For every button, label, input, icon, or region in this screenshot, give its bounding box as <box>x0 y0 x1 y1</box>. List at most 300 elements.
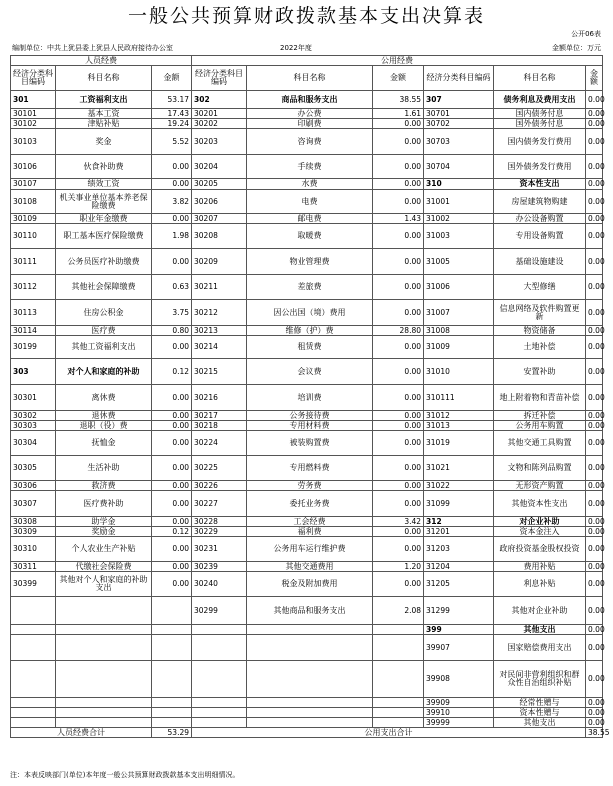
cell-amount: 0.00 <box>586 190 603 214</box>
cell-amount: 0.00 <box>152 456 192 481</box>
cell-amount <box>152 718 192 728</box>
cell-code <box>11 625 56 635</box>
fiscal-year: 2022年度 <box>280 44 312 52</box>
cell-amount: 0.00 <box>373 431 424 456</box>
col-header-amount: 金额 <box>152 66 192 91</box>
cell-amount <box>152 597 192 625</box>
cell-code: 30218 <box>192 421 247 431</box>
cell-name: 其他对个人和家庭的补助支出 <box>56 572 152 597</box>
cell-amount: 0.00 <box>373 481 424 491</box>
cell-name: 国外债务付息 <box>494 119 586 129</box>
cell-name: 国家赔偿费用支出 <box>494 635 586 661</box>
cell-code: 31009 <box>424 336 494 359</box>
cell-amount: 0.00 <box>586 421 603 431</box>
public-total-label: 公用支出合计 <box>192 728 586 738</box>
cell-amount: 0.00 <box>152 155 192 179</box>
cell-code: 30112 <box>11 275 56 300</box>
cell-code: 30214 <box>192 336 247 359</box>
cell-name: 助学金 <box>56 517 152 527</box>
cell-name: 办公费 <box>247 109 373 119</box>
cell-code: 30301 <box>11 385 56 411</box>
cell-amount: 0.00 <box>373 456 424 481</box>
cell-code: 31205 <box>424 572 494 597</box>
cell-name: 对民间非营利组织和群众性自治组织补贴 <box>494 661 586 698</box>
cell-code <box>192 708 247 718</box>
cell-amount <box>152 661 192 698</box>
cell-name: 安置补助 <box>494 359 586 385</box>
cell-code: 30703 <box>424 129 494 155</box>
cell-code: 39907 <box>424 635 494 661</box>
cell-name: 对个人和家庭的补助 <box>56 359 152 385</box>
cell-amount: 0.00 <box>373 359 424 385</box>
cell-amount: 0.00 <box>152 336 192 359</box>
table-row <box>11 336 603 359</box>
cell-amount: 0.00 <box>152 385 192 411</box>
cell-name <box>56 635 152 661</box>
totals-row <box>11 728 603 738</box>
cell-amount: 3.42 <box>373 517 424 527</box>
cell-amount: 0.00 <box>586 718 603 728</box>
cell-amount <box>373 708 424 718</box>
cell-name: 退休费 <box>56 411 152 421</box>
cell-name: 公务用车购置 <box>494 421 586 431</box>
compiling-unit: 编制单位：中共上犹县委上犹县人民政府接待办公室 <box>12 44 173 52</box>
cell-amount <box>373 718 424 728</box>
cell-code: 30213 <box>192 326 247 336</box>
cell-amount: 0.00 <box>586 249 603 275</box>
cell-code: 30305 <box>11 456 56 481</box>
cell-name: 救济费 <box>56 481 152 491</box>
table-row <box>11 597 603 625</box>
cell-name <box>56 661 152 698</box>
cell-code: 30304 <box>11 431 56 456</box>
cell-amount: 0.63 <box>152 275 192 300</box>
cell-code: 30204 <box>192 155 247 179</box>
cell-code: 30701 <box>424 109 494 119</box>
cell-code: 30201 <box>192 109 247 119</box>
cell-name <box>56 597 152 625</box>
cell-code: 30303 <box>11 421 56 431</box>
cell-amount: 0.00 <box>373 129 424 155</box>
cell-amount: 0.00 <box>586 517 603 527</box>
cell-name: 专用材料费 <box>247 421 373 431</box>
table-row <box>11 572 603 597</box>
cell-code: 31001 <box>424 190 494 214</box>
cell-code: 30704 <box>424 155 494 179</box>
cell-name <box>56 718 152 728</box>
cell-name: 公务接待费 <box>247 411 373 421</box>
cell-code: 30202 <box>192 119 247 129</box>
cell-name: 取暖费 <box>247 224 373 249</box>
cell-amount: 0.00 <box>373 275 424 300</box>
group-personnel: 人员经费 <box>11 56 192 66</box>
table-row <box>11 411 603 421</box>
cell-code: 30103 <box>11 129 56 155</box>
cell-code <box>192 718 247 728</box>
cell-code <box>11 597 56 625</box>
col-header-code: 经济分类科目编码 <box>11 66 56 91</box>
cell-amount: 5.52 <box>152 129 192 155</box>
cell-amount: 28.80 <box>373 326 424 336</box>
table-row <box>11 698 603 708</box>
cell-name: 伙食补助费 <box>56 155 152 179</box>
cell-name <box>247 625 373 635</box>
cell-name: 奖金 <box>56 129 152 155</box>
cell-code: 30212 <box>192 300 247 326</box>
cell-code: 31022 <box>424 481 494 491</box>
cell-code: 30205 <box>192 179 247 190</box>
cell-code: 30240 <box>192 572 247 597</box>
cell-code: 30702 <box>424 119 494 129</box>
table-row <box>11 708 603 718</box>
cell-amount: 0.00 <box>373 537 424 562</box>
cell-code: 31005 <box>424 249 494 275</box>
cell-code <box>192 661 247 698</box>
cell-name <box>247 635 373 661</box>
cell-code: 39999 <box>424 718 494 728</box>
column-header-row <box>11 66 603 91</box>
cell-name: 住房公积金 <box>56 300 152 326</box>
table-row <box>11 214 603 224</box>
cell-code: 301 <box>11 91 56 109</box>
cell-name: 税金及附加费用 <box>247 572 373 597</box>
cell-code: 31002 <box>424 214 494 224</box>
cell-code: 30311 <box>11 562 56 572</box>
cell-code <box>11 698 56 708</box>
cell-amount: 0.00 <box>152 517 192 527</box>
cell-code: 30108 <box>11 190 56 214</box>
cell-code: 30101 <box>11 109 56 119</box>
cell-code: 30225 <box>192 456 247 481</box>
table-row <box>11 537 603 562</box>
expenditure-table <box>10 55 610 738</box>
cell-name: 邮电费 <box>247 214 373 224</box>
table-row <box>11 129 603 155</box>
table-row <box>11 517 603 527</box>
cell-amount: 17.43 <box>152 109 192 119</box>
cell-code: 31006 <box>424 275 494 300</box>
cell-name: 公务用车运行维护费 <box>247 537 373 562</box>
cell-amount: 0.00 <box>586 179 603 190</box>
cell-name: 抚恤金 <box>56 431 152 456</box>
cell-code: 31299 <box>424 597 494 625</box>
table-row <box>11 326 603 336</box>
group-public: 公用经费 <box>192 56 603 66</box>
cell-name: 文物和陈列品购置 <box>494 456 586 481</box>
cell-amount: 0.00 <box>586 155 603 179</box>
cell-code: 30111 <box>11 249 56 275</box>
cell-code: 30208 <box>192 224 247 249</box>
table-row <box>11 527 603 537</box>
cell-name: 大型修缮 <box>494 275 586 300</box>
table-row <box>11 190 603 214</box>
cell-amount: 0.00 <box>586 385 603 411</box>
cell-name <box>247 698 373 708</box>
cell-amount: 0.00 <box>152 411 192 421</box>
cell-amount <box>152 635 192 661</box>
cell-amount: 0.00 <box>152 421 192 431</box>
table-row <box>11 661 603 698</box>
cell-name <box>247 661 373 698</box>
col-header-name: 科目名称 <box>247 66 373 91</box>
cell-name: 其他资本性支出 <box>494 491 586 517</box>
cell-amount: 0.12 <box>152 527 192 537</box>
cell-code <box>192 635 247 661</box>
table-row <box>11 359 603 385</box>
table-row <box>11 635 603 661</box>
cell-name: 职工基本医疗保险缴费 <box>56 224 152 249</box>
table-row <box>11 625 603 635</box>
cell-name: 办公设备购置 <box>494 214 586 224</box>
cell-name: 水费 <box>247 179 373 190</box>
cell-name: 印刷费 <box>247 119 373 129</box>
cell-amount: 0.00 <box>586 661 603 698</box>
cell-code: 30306 <box>11 481 56 491</box>
table-row <box>11 91 603 109</box>
cell-amount <box>373 635 424 661</box>
cell-amount: 0.00 <box>373 336 424 359</box>
cell-amount: 0.00 <box>586 224 603 249</box>
cell-code: 31201 <box>424 527 494 537</box>
cell-code: 30307 <box>11 491 56 517</box>
table-row <box>11 491 603 517</box>
cell-name: 资本性赠与 <box>494 708 586 718</box>
cell-name: 机关事业单位基本养老保险缴费 <box>56 190 152 214</box>
cell-code: 310111 <box>424 385 494 411</box>
cell-name <box>56 698 152 708</box>
cell-amount: 0.00 <box>373 527 424 537</box>
cell-code: 303 <box>11 359 56 385</box>
cell-name: 资本性支出 <box>494 179 586 190</box>
cell-amount: 0.00 <box>373 411 424 421</box>
cell-code: 39909 <box>424 698 494 708</box>
cell-amount: 0.00 <box>586 456 603 481</box>
cell-name: 奖励金 <box>56 527 152 537</box>
cell-amount: 0.00 <box>586 562 603 572</box>
cell-name: 劳务费 <box>247 481 373 491</box>
cell-code: 31021 <box>424 456 494 481</box>
cell-name: 土地补偿 <box>494 336 586 359</box>
cell-amount: 0.00 <box>586 91 603 109</box>
cell-amount: 3.82 <box>152 190 192 214</box>
cell-amount: 0.00 <box>586 537 603 562</box>
cell-code: 307 <box>424 91 494 109</box>
cell-amount: 38.55 <box>373 91 424 109</box>
cell-code: 31007 <box>424 300 494 326</box>
cell-amount: 0.00 <box>152 249 192 275</box>
table-row <box>11 275 603 300</box>
cell-amount: 0.00 <box>373 385 424 411</box>
table-row <box>11 456 603 481</box>
cell-code: 30229 <box>192 527 247 537</box>
cell-name: 物业管理费 <box>247 249 373 275</box>
cell-code: 30308 <box>11 517 56 527</box>
cell-code: 302 <box>192 91 247 109</box>
cell-amount: 0.00 <box>586 698 603 708</box>
cell-amount: 0.00 <box>586 597 603 625</box>
cell-name: 债务利息及费用支出 <box>494 91 586 109</box>
cell-amount: 0.00 <box>586 572 603 597</box>
cell-code: 30227 <box>192 491 247 517</box>
cell-name: 津贴补贴 <box>56 119 152 129</box>
cell-amount: 0.00 <box>373 179 424 190</box>
cell-name: 其他支出 <box>494 718 586 728</box>
cell-amount: 3.75 <box>152 300 192 326</box>
cell-amount: 0.00 <box>152 431 192 456</box>
cell-code: 31003 <box>424 224 494 249</box>
cell-amount <box>373 661 424 698</box>
cell-name <box>56 708 152 718</box>
cell-name: 费用补贴 <box>494 562 586 572</box>
cell-name <box>247 708 373 718</box>
cell-name: 医疗费补助 <box>56 491 152 517</box>
cell-code: 30217 <box>192 411 247 421</box>
table-row <box>11 481 603 491</box>
table-row <box>11 421 603 431</box>
cell-name: 其他社会保障缴费 <box>56 275 152 300</box>
cell-amount: 0.00 <box>152 572 192 597</box>
cell-code: 31099 <box>424 491 494 517</box>
cell-name: 福利费 <box>247 527 373 537</box>
cell-code: 30203 <box>192 129 247 155</box>
cell-code: 30207 <box>192 214 247 224</box>
cell-name: 地上附着物和青苗补偿 <box>494 385 586 411</box>
cell-code: 31203 <box>424 537 494 562</box>
cell-amount: 0.00 <box>586 214 603 224</box>
cell-code: 30110 <box>11 224 56 249</box>
cell-amount <box>152 698 192 708</box>
cell-code <box>11 708 56 718</box>
cell-code: 30114 <box>11 326 56 336</box>
cell-name: 工会经费 <box>247 517 373 527</box>
cell-name: 差旅费 <box>247 275 373 300</box>
cell-name: 退职（役）费 <box>56 421 152 431</box>
cell-code <box>11 635 56 661</box>
cell-amount: 0.00 <box>586 431 603 456</box>
cell-name: 个人农业生产补贴 <box>56 537 152 562</box>
cell-code: 30216 <box>192 385 247 411</box>
cell-code: 310 <box>424 179 494 190</box>
cell-name: 其他工资福利支出 <box>56 336 152 359</box>
cell-code: 30239 <box>192 562 247 572</box>
cell-amount: 0.00 <box>586 491 603 517</box>
meta-row <box>12 43 601 53</box>
cell-amount: 0.00 <box>152 537 192 562</box>
col-header-name: 科目名称 <box>56 66 152 91</box>
cell-amount: 0.00 <box>586 481 603 491</box>
cell-amount: 1.61 <box>373 109 424 119</box>
table-row <box>11 718 603 728</box>
cell-code: 399 <box>424 625 494 635</box>
group-header-row <box>11 56 603 66</box>
cell-name: 国外债务发行费用 <box>494 155 586 179</box>
cell-amount <box>152 625 192 635</box>
cell-code: 31013 <box>424 421 494 431</box>
cell-code <box>11 718 56 728</box>
cell-amount: 0.00 <box>373 190 424 214</box>
table-row <box>11 385 603 411</box>
cell-name: 经常性赠与 <box>494 698 586 708</box>
cell-code: 39908 <box>424 661 494 698</box>
cell-name: 代缴社会保险费 <box>56 562 152 572</box>
table-row <box>11 179 603 190</box>
cell-code: 30199 <box>11 336 56 359</box>
cell-name: 资本金注入 <box>494 527 586 537</box>
cell-code: 39910 <box>424 708 494 718</box>
page-title: 一般公共预算财政拨款基本支出决算表 <box>127 5 485 27</box>
cell-code <box>192 698 247 708</box>
cell-code: 30302 <box>11 411 56 421</box>
cell-amount: 0.00 <box>586 635 603 661</box>
cell-name: 其他对企业补助 <box>494 597 586 625</box>
cell-name: 维修（护）费 <box>247 326 373 336</box>
cell-name <box>247 718 373 728</box>
cell-name: 国内债务付息 <box>494 109 586 119</box>
cell-amount: 0.00 <box>373 421 424 431</box>
cell-code: 30211 <box>192 275 247 300</box>
cell-amount: 0.12 <box>152 359 192 385</box>
cell-name: 基本工资 <box>56 109 152 119</box>
cell-name: 政府投资基金股权投资 <box>494 537 586 562</box>
cell-code: 31010 <box>424 359 494 385</box>
cell-amount: 0.00 <box>373 249 424 275</box>
cell-name: 被装购置费 <box>247 431 373 456</box>
cell-name: 专用设备购置 <box>494 224 586 249</box>
cell-code: 30399 <box>11 572 56 597</box>
cell-amount: 0.00 <box>152 481 192 491</box>
cell-code: 31008 <box>424 326 494 336</box>
cell-code: 31019 <box>424 431 494 456</box>
cell-code: 31012 <box>424 411 494 421</box>
cell-code: 30102 <box>11 119 56 129</box>
cell-amount <box>373 698 424 708</box>
cell-name: 其他交通工具购置 <box>494 431 586 456</box>
cell-name: 生活补助 <box>56 456 152 481</box>
cell-name: 基础设施建设 <box>494 249 586 275</box>
table-row <box>11 431 603 456</box>
public-total-value: 38.55 <box>586 728 603 738</box>
cell-name: 医疗费 <box>56 326 152 336</box>
cell-amount: 0.00 <box>586 119 603 129</box>
table-row <box>11 155 603 179</box>
cell-amount: 0.00 <box>586 109 603 119</box>
cell-name: 租赁费 <box>247 336 373 359</box>
cell-code: 30299 <box>192 597 247 625</box>
cell-amount: 0.00 <box>373 155 424 179</box>
cell-code: 30310 <box>11 537 56 562</box>
table-row <box>11 300 603 326</box>
cell-amount: 0.00 <box>586 300 603 326</box>
cell-name: 其他商品和服务支出 <box>247 597 373 625</box>
col-header-amount: 金额 <box>373 66 424 91</box>
cell-name: 离休费 <box>56 385 152 411</box>
cell-name: 培训费 <box>247 385 373 411</box>
cell-code: 30106 <box>11 155 56 179</box>
cell-name: 会议费 <box>247 359 373 385</box>
table-row <box>11 249 603 275</box>
cell-name: 公务员医疗补助缴费 <box>56 249 152 275</box>
form-number: 公开06表 <box>571 30 601 38</box>
cell-name: 专用燃料费 <box>247 456 373 481</box>
cell-code: 30228 <box>192 517 247 527</box>
cell-code: 30309 <box>11 527 56 537</box>
cell-amount: 0.00 <box>152 562 192 572</box>
cell-code <box>192 625 247 635</box>
table-row <box>11 109 603 119</box>
cell-name: 房屋建筑物购建 <box>494 190 586 214</box>
cell-code: 31204 <box>424 562 494 572</box>
col-header-name: 科目名称 <box>494 66 586 91</box>
